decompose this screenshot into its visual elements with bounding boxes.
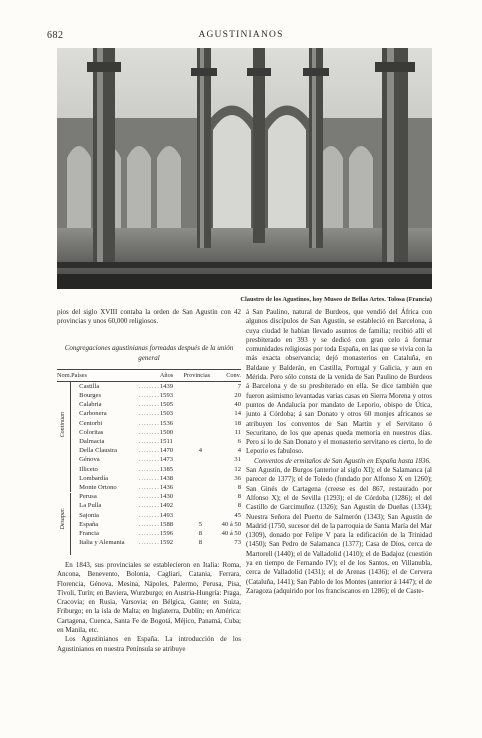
table-row (57, 446, 241, 455)
row-convents: 31 (234, 456, 241, 464)
row-convents: 45 (234, 511, 241, 519)
row-convents: 36 (234, 474, 241, 482)
row-country: Italia y Alemania (79, 539, 125, 547)
row-country: Monte Ortono (79, 484, 117, 492)
row-year: 1385 (159, 465, 174, 473)
row-convents: 40 (234, 401, 241, 409)
row-country: Lombardía (79, 474, 109, 482)
row-leader-dots: ........ (138, 382, 160, 390)
row-provinces (184, 465, 218, 474)
row-convents: 40 á 50 (221, 520, 241, 528)
section-heading: Conventos de ermitaños de San Agustín en España hasta 1836. (254, 456, 431, 465)
col-header-anos: Años (160, 369, 184, 381)
row-convents: 73 (234, 539, 241, 547)
row-year: 1511 (159, 438, 173, 446)
col-header-paises: Países (71, 369, 160, 381)
row-year: 1596 (159, 530, 174, 538)
table-row (57, 529, 241, 538)
row-year: 1470 (159, 447, 174, 455)
row-year: 1473 (159, 456, 174, 464)
row-year: 1492 (159, 502, 174, 510)
row-leader-dots: ........ (138, 511, 160, 519)
row-country: Illiceto (79, 465, 98, 473)
row-provinces (184, 483, 218, 492)
row-leader-dots: ........ (138, 392, 160, 399)
left-column (57, 308, 241, 547)
row-leader-dots: ........ (138, 484, 160, 492)
table-row (57, 492, 241, 501)
table-row (57, 465, 241, 474)
row-year: 1505 (159, 401, 174, 409)
brace-continued (70, 382, 71, 492)
row-provinces (184, 428, 218, 437)
left-column-bottom (57, 561, 241, 654)
row-provinces (184, 437, 218, 446)
row-provinces (184, 400, 218, 409)
table-row (57, 409, 241, 418)
table-body (57, 381, 241, 547)
table-row (57, 419, 241, 428)
row-year: 1588 (159, 520, 174, 528)
row-leader-dots: ........ (138, 456, 160, 464)
row-year: 1493 (159, 511, 174, 519)
row-provinces (184, 511, 218, 520)
table-row (57, 437, 241, 446)
cloister-photo (57, 48, 432, 289)
left-paragraph-1: En 1843, sus provinciales se establecieron en Italia: Roma, Ancona, Benevento, Bolonia, Cagliari, Catania, Ferrara, Florencia, Génova, Mesina, Nápoles, Palermo, Perusa, Pisa, Tívoli, Turín; en Baviera, Wurzburgo; en Austria-Hungría: Praga, Cracovia; en Rusia, Varsovia; en Bélgica, Gante; en Suiza, Friburgo; en la isla de Malta; en Inglaterra, Dublín; en América: Cartagena, Cuenca, Santa Fe de Bogotá, Méjico, Panamá, Cuba; en Manila, etc. (57, 561, 241, 635)
brace-extinct (70, 493, 71, 555)
row-leader-dots: ........ (138, 419, 160, 427)
row-country: Centorbi (79, 419, 103, 427)
right-column (246, 308, 432, 596)
row-convents: 40 á 50 (221, 530, 241, 538)
row-year: 1536 (159, 419, 174, 427)
row-provinces (184, 419, 218, 428)
running-head: AGUSTINIANOS (198, 30, 284, 40)
congregations-table (57, 369, 241, 548)
row-year: 1503 (159, 410, 174, 418)
row-convents: 8 (237, 502, 241, 510)
row-provinces (184, 391, 218, 400)
row-country: Della Claustra (79, 447, 118, 455)
right-paragraph-2: San Agustín, de Burgos (anterior al siglo XI); el de Salamanca (al parecer de 1377); el de Toledo (fundado por Alfonso X en 1260); San Ginés de Cartagena (creese es del 867, restaurado por Alfonso X); el de Sevilla (1293); el de Córdoba (1286); el del Castillo de Garcimuñoz (1326); San Agustín de Dueñas (1334); Nuestra Señora del Puerto de Salmerón (1343); San Agustín de Madrid (1750, sucesor del de la parroquia de Santa María del Mar (1309), donado por Felipe V para la edificación de la Trinidad (1450); San Pedro de Salamanca (1377); Casa de Dios, cerca de Martorell (1440); el de Valladolid (1410); el de Badajoz (cuestión ya en tiempo de Fernando IV); el de los Santos, en Villanubla, cerca de Valladolid (1431); el de Arenas (1436); el de Cervera (Cataluña, 1441); San Pablo de los Montes (anterior á 1447); el de Zaragoza (adquirido por los franciscanos en 1286); el de Caste- (246, 466, 432, 595)
row-provinces (184, 409, 218, 418)
table-row (57, 520, 241, 529)
row-country: Bourges (79, 392, 102, 399)
row-country: España (79, 520, 99, 528)
row-leader-dots: ........ (138, 474, 160, 482)
row-leader-dots: ........ (138, 539, 160, 547)
row-year: 1500 (159, 428, 174, 436)
row-country: Sajonia (79, 511, 99, 519)
table-row (57, 391, 241, 400)
row-year: 1592 (159, 539, 174, 547)
figure-caption: Claustro de los Agustinos, hoy Museo de Bellas Artes. Tolosa (Francia) (240, 296, 432, 303)
row-country: Carbonera (79, 410, 107, 418)
row-leader-dots: ........ (138, 502, 160, 510)
side-label-continued: Continúan (60, 412, 66, 438)
col-header-conv: Conv. (217, 369, 241, 381)
row-provinces (184, 455, 218, 464)
table-header-row (57, 369, 241, 381)
row-country: Génova (79, 456, 100, 464)
table-title: Congregaciones agustinianas formadas después de la unión general (64, 343, 234, 362)
col-header-provincias: Provincias (184, 369, 218, 381)
row-provinces (184, 492, 218, 501)
row-convents: 12 (234, 465, 241, 473)
row-provinces: 8 (198, 530, 203, 538)
row-country: La Pulla (79, 502, 102, 510)
row-year: 1436 (159, 484, 174, 492)
table-row (57, 400, 241, 409)
row-convents: 11 (234, 428, 241, 436)
row-provinces (184, 381, 218, 391)
row-provinces (184, 474, 218, 483)
row-convents: 8 (237, 484, 241, 492)
row-leader-dots: ........ (138, 520, 160, 528)
row-year: 1430 (159, 493, 174, 501)
row-country: Dalmacia (79, 438, 105, 446)
row-leader-dots: ........ (138, 438, 160, 446)
row-convents: 18 (234, 419, 241, 427)
row-year: 1438 (159, 474, 174, 482)
row-convents: 14 (234, 410, 241, 418)
table-row (57, 483, 241, 492)
row-country: Calabria (79, 401, 102, 409)
row-convents: 7 (237, 382, 241, 390)
row-leader-dots: ........ (138, 493, 160, 501)
left-paragraph-2: Los Agustinianos en España. La introducción de los Agustinianos en nuestra Península se atribuye (57, 635, 241, 653)
table-row (57, 511, 241, 520)
row-convents: 20 (234, 392, 241, 399)
side-label-extinct: Desapar. (60, 508, 66, 530)
intro-paragraph: pios del siglo XVIII contaba la orden de San Agustín con 42 provincias y unos 60,000 religiosos. (57, 308, 241, 326)
row-leader-dots: ........ (138, 530, 160, 538)
page-number: 682 (47, 30, 64, 41)
row-convents: 6 (237, 438, 241, 446)
row-leader-dots: ........ (138, 410, 160, 418)
row-country: Perusa (79, 493, 97, 501)
row-leader-dots: ........ (138, 447, 160, 455)
row-provinces: 8 (198, 539, 203, 547)
row-year: 1439 (159, 382, 174, 390)
row-provinces (184, 501, 218, 510)
row-year: 1593 (159, 392, 174, 399)
table-row (57, 474, 241, 483)
row-convents: 4 (237, 447, 241, 455)
row-provinces: 5 (198, 520, 203, 528)
row-leader-dots: ........ (138, 401, 160, 409)
row-leader-dots: ........ (138, 428, 160, 436)
row-convents: 8 (237, 493, 241, 501)
row-country: Castilla (79, 382, 100, 390)
table-row (57, 455, 241, 464)
table-row (57, 381, 241, 391)
col-header-nom: Nom. (57, 369, 71, 381)
row-leader-dots: ........ (138, 465, 160, 473)
row-country: Francia (79, 530, 99, 538)
table-row (57, 538, 241, 547)
row-provinces: 4 (198, 447, 203, 455)
table-row (57, 428, 241, 437)
right-paragraph-1: á San Paulino, natural de Burdeos, que vendió del África con algunos discípulos de San Agustín, se estableció en Barcelona, á cuya ciudad le habían llevado asuntos de familia; recibió allí el presbiterado en 393 y se dedicó con gran celo á formar comunidades religiosas por toda España, en las que se vivía con la más exacta observancia; dejó monasterios en Cataluña, en Baldaue y Balderán, en Castilla, Portugal y Galicia, y aun en Mérida. Pero sólo consta de la venida de San Paulino de Burdeos á Barcelona y de su presbiterado en ella. Se dice también que fueron asimismo levantadas varias casas en Sierra Morena y otros puntos de Andalucía por mandato de Leporio, obispo de Útica, junto á Córdoba; á san Donato y otros 60 monjes africanos se atribuyen los conventos de San Martín y el Servitano ó Securitano, de los que apenas queda memoria en nuestros días. Pero si lo de San Donato y el monasterio servitano es cierto, lo de Leporio es fabuloso. (246, 308, 432, 456)
row-country: Coloritas (79, 428, 104, 436)
table-row (57, 501, 241, 510)
